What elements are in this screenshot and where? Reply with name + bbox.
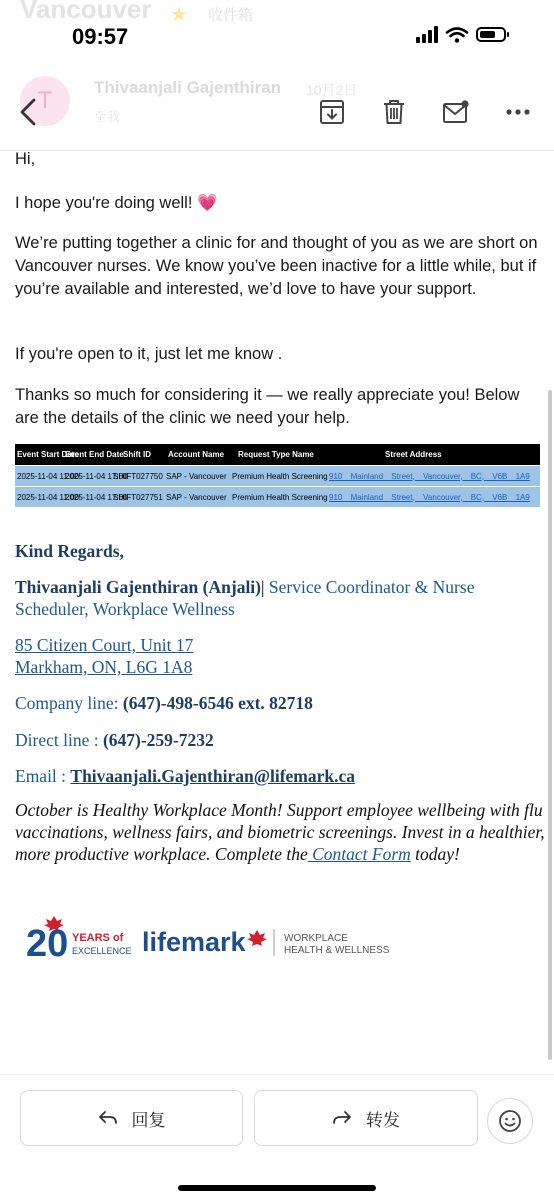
signature-name-line [15, 576, 535, 620]
cell-start: 2025-11-04 11:00 [17, 492, 79, 502]
ghost-folder-label: 收件箱 [208, 7, 254, 24]
ghost-date: 10月2日 [306, 82, 358, 98]
mark-unread-button[interactable] [438, 94, 474, 130]
table-header-end: Event End Date [65, 450, 124, 459]
status-bar [0, 0, 554, 70]
logo-brand: lifemark [142, 927, 246, 957]
email-main-paragraph: We’re putting together a clinic for and thought of you as we are short on Vancouver nurses. We know you’ve been inactive for a little while, but if you’re available and interested, we’d love to have your support. [15, 234, 538, 298]
mark-unread-icon [442, 100, 470, 124]
back-icon [18, 97, 38, 127]
reply-label: 回复 [131, 1110, 166, 1130]
wifi-icon [446, 27, 468, 43]
more-button[interactable] [500, 94, 536, 130]
delete-button[interactable] [376, 94, 412, 130]
table-header-address: Street Address [385, 450, 442, 459]
email-thanks-paragraph: Thanks so much for considering it — we really appreciate you! Below are the details of the clinic we need your help. [15, 386, 520, 427]
table-header-row [15, 444, 540, 465]
cell-account: SAP - Vancouver [166, 471, 227, 481]
signature-address-line2-link[interactable]: Markham, ON, L6G 1A8 [15, 657, 193, 677]
email-label: Email : [15, 766, 71, 786]
battery-icon [476, 27, 506, 42]
cellular-signal-icon [416, 26, 438, 43]
table-header-start: Event Start Date [17, 450, 79, 459]
cell-request-type: Premium Health Screening [232, 471, 328, 481]
signature-separator: | [261, 577, 265, 597]
home-indicator[interactable] [178, 1185, 376, 1191]
cell-request-type: Premium Health Screening [232, 492, 328, 502]
ghost-mailbox-title: Vancouver [20, 0, 152, 24]
scrollbar-thumb[interactable] [548, 390, 552, 1060]
direct-line-phone: (647)-259-7232 [102, 730, 214, 750]
cell-end: 2025-11-04 17:00 [65, 492, 128, 502]
signature-direct-line [15, 729, 214, 751]
company-line-label: Company line: [15, 693, 123, 713]
archive-button[interactable] [314, 94, 350, 130]
logo-division-line2: HEALTH & WELLNESS [284, 945, 390, 956]
logo-division-line1: WORKPLACE [284, 933, 348, 944]
bottom-action-bar [0, 1074, 554, 1201]
signature-title: Service Coordinator & Nurse Scheduler, Workplace Wellness [15, 577, 475, 619]
cell-address-link[interactable]: 910 Mainland Street, Vancouver, BC, V6B 1A9 [329, 471, 530, 481]
status-time: 09:57 [72, 24, 129, 49]
logo-years-label: YEARS of [72, 932, 124, 944]
ghost-recipient: 至我 [94, 109, 121, 124]
contact-form-link[interactable]: Contact Form [307, 844, 411, 864]
promo-text: October is Healthy Workplace Month! Support employee wellbeing with flu vaccinations, wellness fairs, and biometric screenings. Invest in a healthier, more productive workplace. Complete the [15, 800, 545, 864]
cell-address-link[interactable]: 910 Mainland Street, Vancouver, BC, V6B 1A9 [329, 492, 530, 502]
more-icon [505, 108, 531, 116]
signature-name: Thivaanjali Gajenthiran (Anjali) [15, 577, 261, 597]
cell-end: 2025-11-04 17:00 [65, 471, 128, 481]
table-header-request-type: Request Type Name [238, 450, 314, 459]
promo-paragraph [15, 799, 545, 865]
signature-email-line [15, 765, 355, 787]
table-header-account: Account Name [168, 450, 225, 459]
forward-label: 转发 [366, 1110, 400, 1130]
cell-start: 2025-11-04 11:00 [17, 471, 79, 481]
table-row [15, 486, 540, 507]
cell-account: SAP - Vancouver [166, 492, 227, 502]
message-toolbar [0, 70, 554, 151]
reply-button[interactable] [20, 1090, 243, 1146]
signature-company-line [15, 692, 313, 714]
cell-shift-id: SHIFT027751 [113, 492, 163, 502]
archive-icon [319, 99, 345, 125]
cell-shift-id: SHIFT027750 [113, 471, 163, 481]
signature-email-link[interactable]: Thivaanjali.Gajenthiran@lifemark.ca [70, 766, 356, 786]
reply-icon [98, 1110, 118, 1126]
emoji-reaction-button[interactable] [487, 1098, 533, 1144]
ghost-sender-name: Thivaanjali Gajenthiran [94, 78, 282, 97]
email-open-line: If you're open to it, just let me know . [15, 345, 283, 363]
back-button[interactable] [10, 94, 46, 130]
email-hope-line: I hope you're doing well! 💗 [15, 194, 218, 212]
trash-icon [382, 99, 406, 125]
table-row [15, 465, 540, 486]
status-icons [416, 26, 506, 43]
signature-address-line1-link[interactable]: 85 Citizen Court, Unit 17 [15, 635, 194, 655]
lifemark-logo [24, 910, 404, 966]
ghost-avatar: T [20, 76, 70, 126]
direct-line-label: Direct line : [15, 730, 103, 750]
logo-years-number: 20 [26, 923, 69, 965]
forward-icon [332, 1110, 352, 1126]
promo-end: today! [410, 844, 460, 864]
table-header-shift-id: Shift ID [123, 450, 151, 459]
star-icon: ★ [170, 4, 188, 26]
shift-details-table [15, 444, 540, 508]
logo-years-label2: EXCELLENCE [72, 946, 132, 956]
email-greeting: Hi, [15, 150, 36, 168]
forward-button[interactable] [254, 1090, 478, 1146]
company-line-phone: (647)-498-6546 ext. 82718 [122, 693, 313, 713]
emoji-icon [498, 1109, 522, 1133]
signature-closing: Kind Regards, [15, 541, 124, 561]
